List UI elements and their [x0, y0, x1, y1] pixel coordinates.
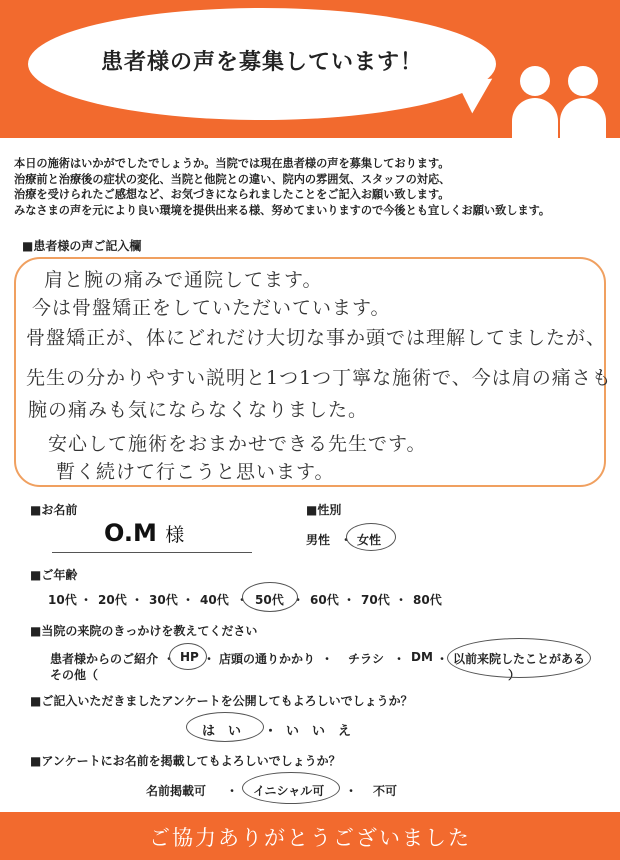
comment-line: 腕の痛みも気にならなくなりました。 [28, 399, 369, 421]
referral-option-other[interactable]: その他（ [50, 668, 99, 682]
intro-line: みなさまの声を元により良い環境を提供出来る様、努めてまいりますので今後とも宜しくお願い致します。 [14, 203, 551, 217]
age-option[interactable]: 60代 [310, 593, 339, 607]
publish-separator: ・ [264, 724, 278, 739]
age-option[interactable]: 50代 [255, 593, 284, 607]
footer-text: ご協力ありがとうございました [149, 826, 471, 850]
comment-box[interactable] [14, 257, 612, 487]
page-title: 患者様の声を募集しています！ [100, 50, 423, 75]
name-underline [52, 552, 252, 553]
referral-separator: ・ [436, 652, 449, 666]
gender-option-male[interactable]: 男性 [306, 533, 331, 547]
name-publish-option-full[interactable]: 名前掲載可 [146, 784, 207, 798]
age-option[interactable]: 30代 [149, 593, 178, 607]
selection-circle [346, 523, 396, 551]
intro-line: 治療を受けられたご感想など、お気づきになられましたことをご記入お願い致します。 [14, 188, 450, 202]
comment-line: 骨盤矯正が、体にどれだけ大切な事か頭では理解してましたが、 [26, 327, 607, 349]
gender-label: ■性別 [306, 503, 342, 517]
referral-label: ■当院の来院のきっかけを教えてください [30, 624, 258, 638]
referral-separator: ・ [321, 652, 334, 666]
age-separator: ・ [236, 593, 249, 607]
age-separator: ・ [80, 593, 93, 607]
age-option[interactable]: 20代 [98, 593, 127, 607]
age-option[interactable]: 80代 [413, 593, 442, 607]
intro-text [14, 156, 610, 218]
gender-separator: ・ [340, 533, 353, 547]
name-publish-separator: ・ [345, 784, 358, 798]
name-publish-option-initials[interactable]: イニシャル可 [253, 784, 325, 798]
referral-option-previous-visit[interactable]: 以前来院したことがある [453, 652, 586, 666]
comment-line: 安心して施術をおまかせできる先生です。 [48, 433, 427, 455]
name-value: O.M [104, 519, 157, 547]
publish-option-no[interactable]: い い え [286, 724, 352, 739]
name-publish-option-none[interactable]: 不可 [373, 784, 398, 798]
selection-circle [242, 582, 298, 612]
comment-line: 肩と腕の痛みで通院してます。 [44, 269, 323, 291]
publish-label: ■ご記入いただきましたアンケートを公開してもよろしいでしょうか？ [30, 694, 413, 708]
selection-circle [186, 712, 264, 742]
comment-line: 暫く続けて行こうと思います。 [56, 461, 335, 483]
intro-line: 本日の施術はいかがでしたでしょうか。当院では現在患者様の声を募集しております。 [14, 157, 450, 170]
intro-line: 治療前と治療後の症状の変化、当院と他院との違い、院内の雰囲気、スタッフの対応、 [14, 172, 451, 186]
referral-separator: ・ [393, 652, 406, 666]
age-separator: ・ [343, 593, 356, 607]
name-field[interactable] [104, 519, 184, 547]
referral-option-introduction[interactable]: 患者様からのご紹介 [50, 652, 159, 666]
referral-option-hp[interactable]: HP [180, 650, 199, 664]
selection-circle [447, 638, 591, 678]
age-separator: ・ [395, 593, 408, 607]
age-separator: ・ [292, 593, 305, 607]
age-label: ■ご年齢 [30, 568, 78, 582]
referral-option-storefront[interactable]: 店頭の通りかかり [219, 652, 316, 666]
referral-option-flyer[interactable]: チラシ [348, 652, 385, 666]
age-separator: ・ [131, 593, 144, 607]
selection-circle [242, 772, 340, 804]
name-publish-separator: ・ [226, 784, 239, 798]
name-publish-label: ■アンケートにお名前を掲載してもよろしいでしょうか？ [30, 754, 341, 768]
name-suffix: 様 [165, 524, 185, 546]
comment-line: 今は骨盤矯正をしていただいています。 [32, 297, 391, 319]
footer-banner [0, 812, 620, 860]
selection-circle [169, 643, 207, 670]
name-label: ■お名前 [30, 503, 78, 517]
referral-other-close: ） [508, 668, 521, 682]
age-option[interactable]: 10代 [48, 593, 77, 607]
publish-option-yes[interactable]: は い [202, 724, 242, 739]
age-option[interactable]: 40代 [200, 593, 229, 607]
age-separator: ・ [182, 593, 195, 607]
referral-separator: ・ [203, 652, 216, 666]
referral-separator: ・ [163, 652, 176, 666]
header-banner [0, 0, 620, 138]
comment-line: 先生の分かりやすい説明と1つ1つ丁寧な施術で、今は肩の痛さも [26, 367, 612, 389]
age-option[interactable]: 70代 [361, 593, 390, 607]
referral-option-dm[interactable]: DM [411, 650, 433, 664]
gender-option-female[interactable]: 女性 [357, 533, 382, 547]
comment-label: ■患者様の声ご記入欄 [22, 239, 142, 253]
